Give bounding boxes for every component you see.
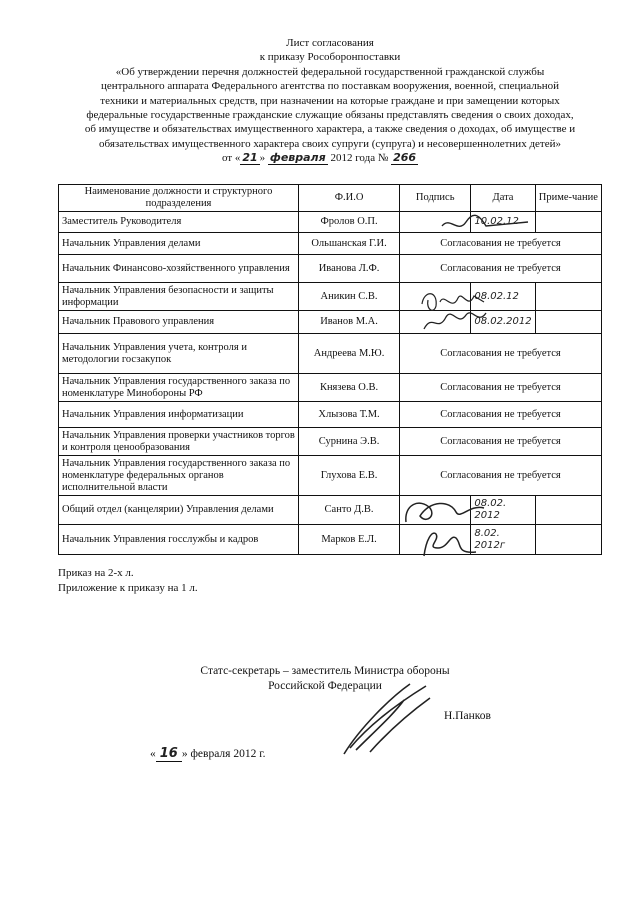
signature-frolov (440, 212, 530, 236)
order-date-line: от « 21 » февраля 2012 года № 266 (221, 151, 417, 164)
row-position: Начальник Управления государственного заказа по номенклатуре Минобороны РФ (59, 374, 299, 402)
row-name: Аникин С.В. (299, 283, 400, 311)
table-row (59, 402, 602, 428)
signature-pankov (330, 678, 440, 758)
header-line: «Об утверждении перечня должностей федеральной государственной гражданской службы (115, 65, 545, 78)
row-name: Глухова Е.В. (299, 456, 400, 496)
row-position: Начальник Управления безопасности и защиты информации (59, 283, 299, 311)
header-note: Приме-чание (535, 185, 601, 212)
row-position: Начальник Управления государственного заказа по номенклатуре федеральных органов исполнительной власти (59, 456, 299, 496)
row-position: Общий отдел (канцелярии) Управления делами (59, 496, 299, 525)
note-line: Приказ на 2-х л. (58, 567, 134, 579)
row-position: Начальник Управления информатизации (59, 402, 299, 428)
table-row (59, 456, 602, 496)
row-name: Марков Е.Л. (299, 525, 400, 555)
signer-name: Н.Панков (444, 710, 491, 722)
row-position: Начальник Финансово-хозяйственного управления (59, 255, 299, 283)
status-not-required: Согласования не требуется (400, 334, 602, 374)
document-header (60, 36, 600, 151)
status-not-required: Согласования не требуется (400, 402, 602, 428)
header-line: техники и материальных средств, при назначении на которые граждане и при замещении которых (100, 94, 560, 107)
handwritten-date: 8.02. 2012г (471, 525, 535, 555)
row-name: Сурнина Э.В. (299, 428, 400, 456)
table-row (59, 428, 602, 456)
header-line: центрального аппарата Федерального агентства по поставкам вооружения, военной, специальной (100, 80, 560, 93)
table-row (59, 334, 602, 374)
status-not-required: Согласования не требуется (400, 233, 602, 255)
row-name: Иванова Л.Ф. (299, 255, 400, 283)
table-row (59, 255, 602, 283)
date-open-quote: « (150, 748, 156, 760)
header-signature: Подпись (400, 185, 471, 212)
note-cell (535, 311, 601, 334)
handwritten-signing-day: 16 (156, 746, 182, 762)
note-line: Приложение к приказу на 1 л. (58, 582, 198, 594)
header-line: обязательствах имущественного характера своих супруги (супруга) и несовершеннолетних детей» (99, 137, 561, 150)
header-line: федеральные государственные гражданские служащие обязаны представлять сведения о своих доходах, (86, 109, 574, 122)
date-mid: 2012 года № (330, 152, 389, 164)
signature-markov (416, 526, 486, 560)
note-cell (535, 212, 601, 233)
signer-title-line: Статс-секретарь – заместитель Министра обороны (200, 665, 450, 677)
row-name: Ольшанская Г.И. (299, 233, 400, 255)
signature-ivanov (420, 305, 490, 335)
handwritten-date: 08.02. 2012 (471, 496, 535, 525)
approval-table (58, 184, 602, 555)
header-date: Дата (471, 185, 535, 212)
row-name: Андреева М.Ю. (299, 334, 400, 374)
row-name: Хлызова Т.М. (299, 402, 400, 428)
handwritten-date: 10.02.12 (471, 212, 535, 233)
note-cell (535, 283, 601, 311)
date-month-year: » февраля 2012 г. (181, 748, 266, 760)
status-not-required: Согласования не требуется (400, 456, 602, 496)
handwritten-day: 21 (242, 151, 258, 164)
handwritten-date: 08.02.12 (471, 283, 535, 311)
row-name: Фролов О.П. (299, 212, 400, 233)
table-row (59, 496, 602, 525)
row-name: Князева О.В. (299, 374, 400, 402)
row-position: Начальник Управления учета, контроля и методологии госзакупок (59, 334, 299, 374)
row-position: Начальник Управления госслужбы и кадров (59, 525, 299, 555)
row-position: Начальник Правового управления (59, 311, 299, 334)
header-position: Наименование должности и структурного подразделения (59, 185, 299, 212)
row-name: Санто Д.В. (299, 496, 400, 525)
status-not-required: Согласования не требуется (400, 428, 602, 456)
signer-title-line: Российской Федерации (268, 680, 382, 692)
status-not-required: Согласования не требуется (400, 255, 602, 283)
row-name: Иванов М.А. (299, 311, 400, 334)
table-row (59, 311, 602, 334)
handwritten-month: февраля (269, 151, 326, 164)
signature-santo (400, 494, 490, 528)
header-line: об имуществе и обязательствах имущественного характера, а также сведения о доходах, об имуществе и (84, 123, 576, 136)
signing-date (150, 746, 265, 761)
header-line: Лист согласования (286, 37, 374, 49)
row-position: Начальник Управления делами (59, 233, 299, 255)
note-cell (535, 496, 601, 525)
row-position: Заместитель Руководителя (59, 212, 299, 233)
header-line: к приказу Рособоронпоставки (259, 51, 401, 64)
attachments-notes (58, 566, 198, 596)
note-cell (535, 525, 601, 555)
row-position: Начальник Управления проверки участников торгов и контроля ценообразования (59, 428, 299, 456)
date-prefix: от « (221, 152, 241, 164)
table-row (59, 374, 602, 402)
header-name: Ф.И.О (299, 185, 400, 212)
table-row (59, 283, 602, 311)
table-header-row (59, 185, 602, 212)
status-not-required: Согласования не требуется (400, 374, 602, 402)
table-row (59, 525, 602, 555)
handwritten-date: 08.02.2012 (471, 311, 535, 334)
handwritten-order-number: 266 (393, 151, 417, 164)
